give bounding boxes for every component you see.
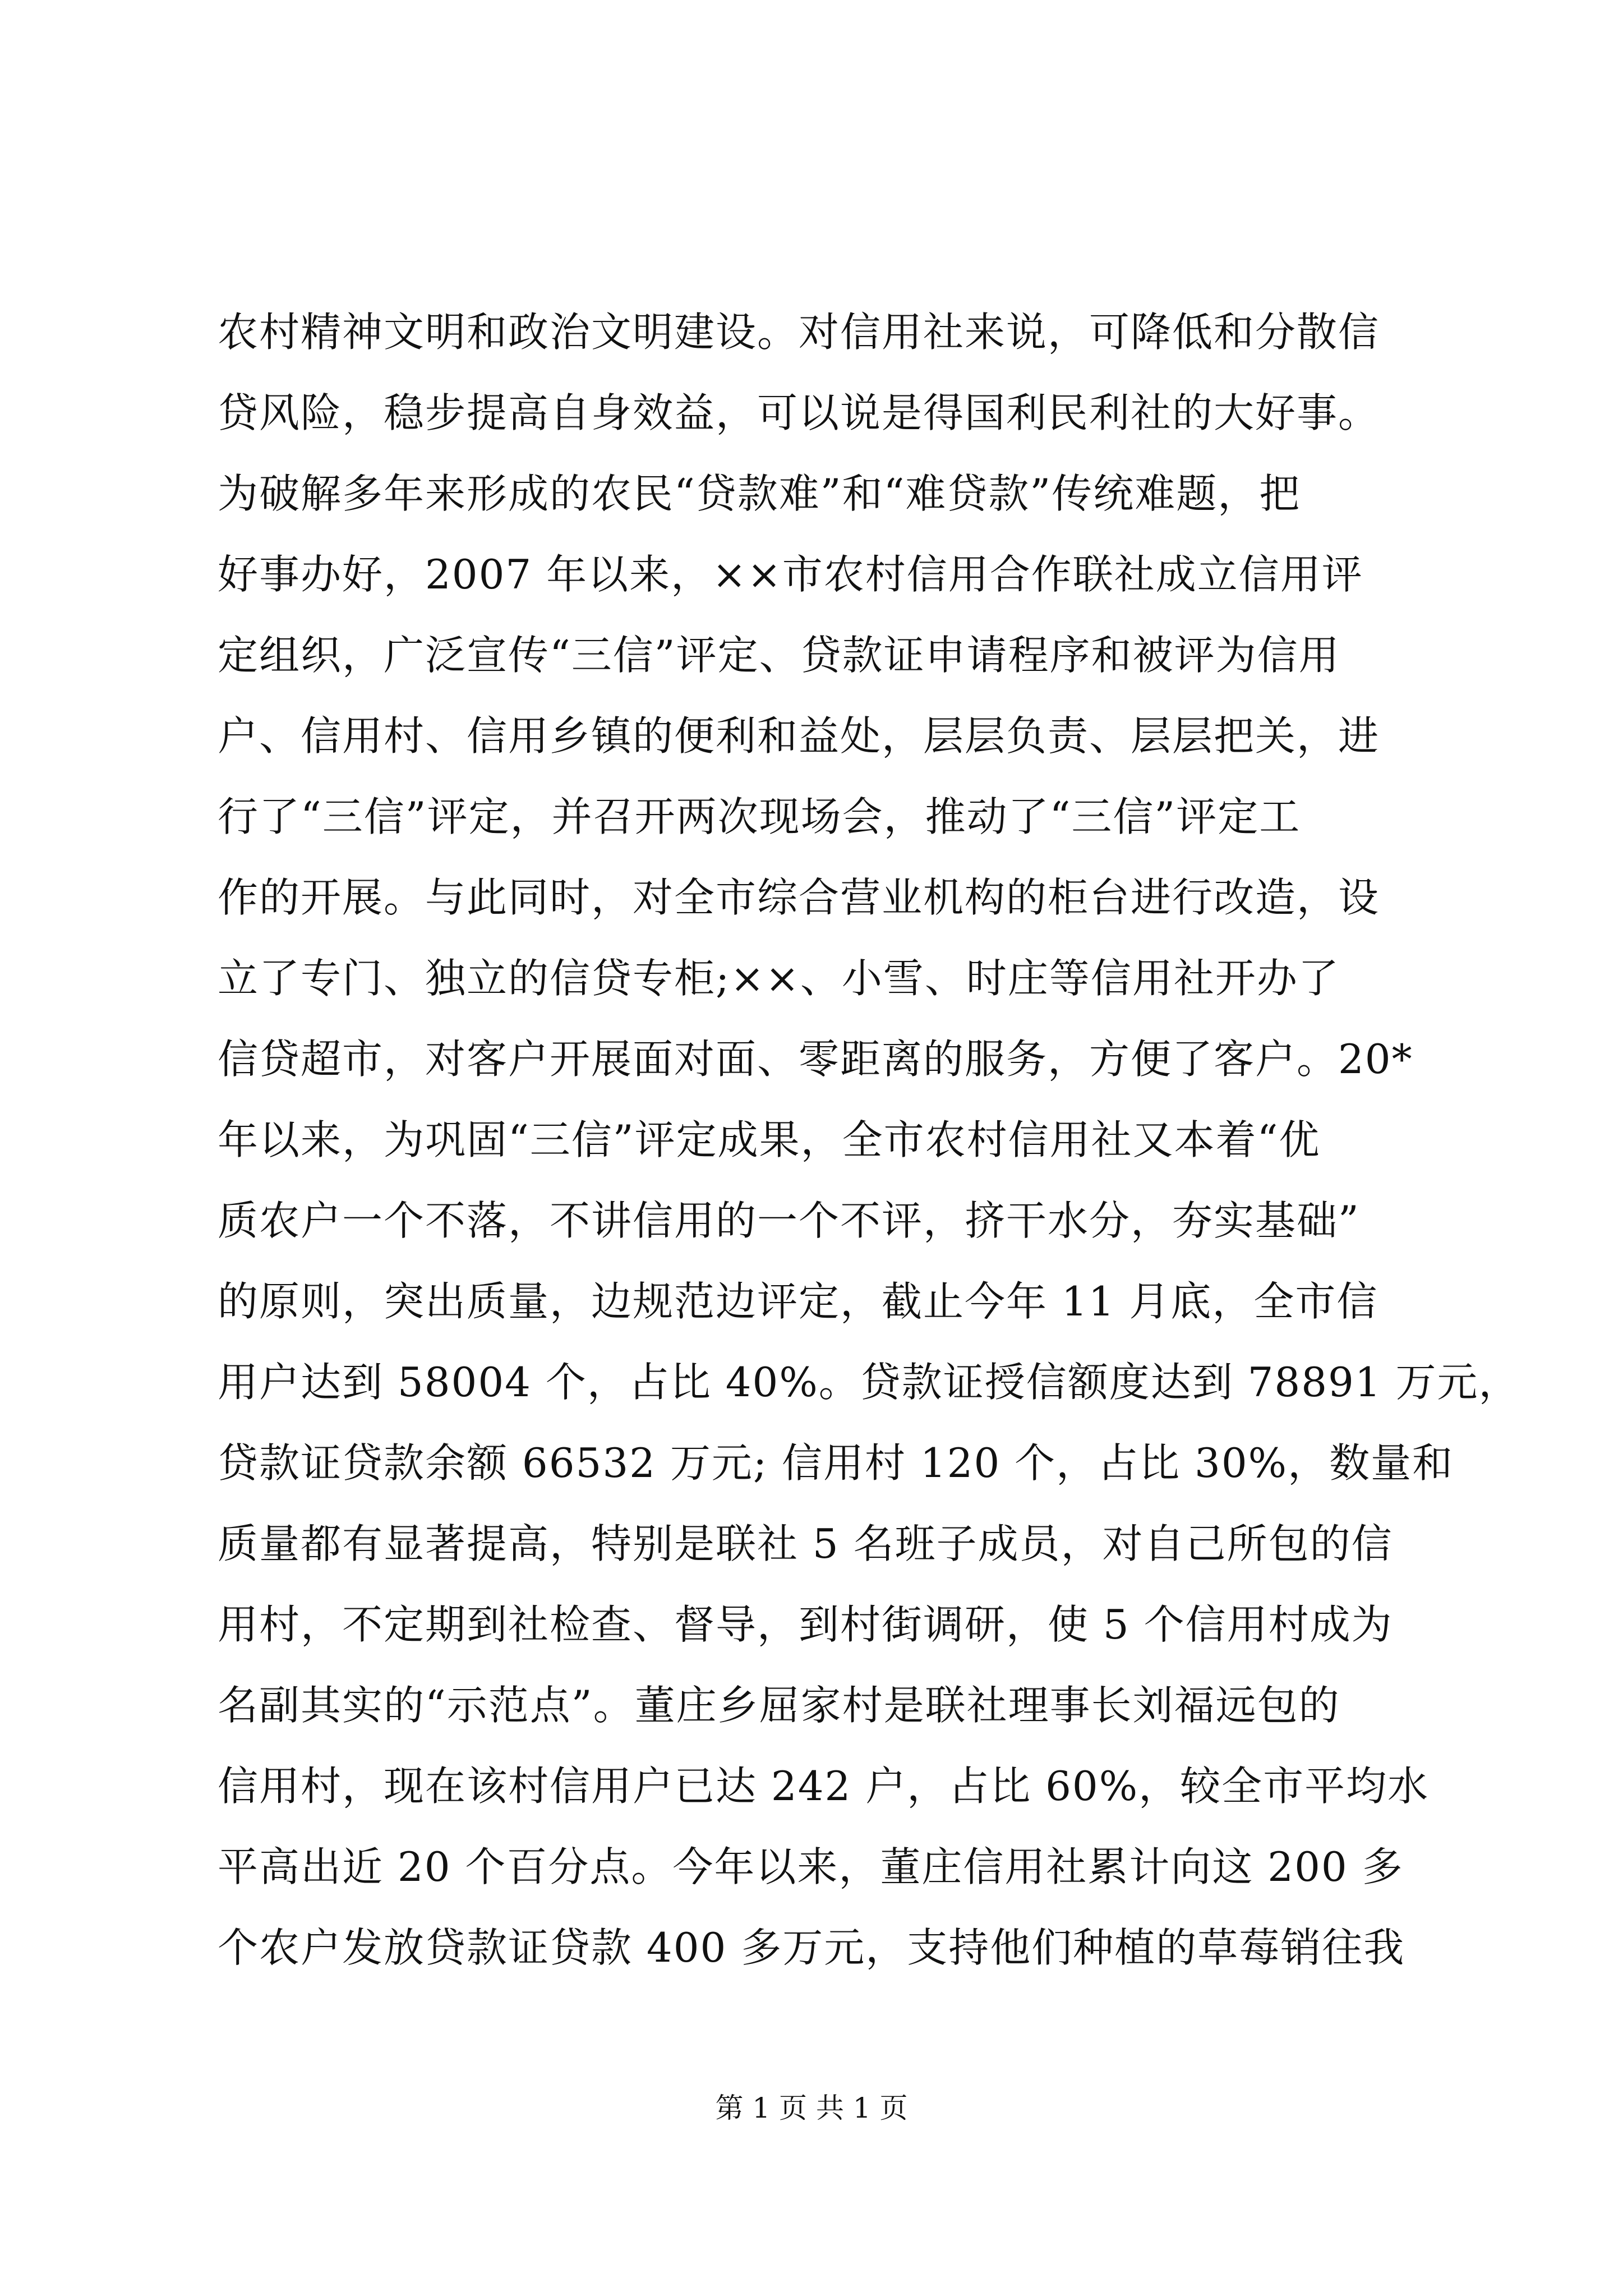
text-line: 质农户一个不落，不讲信用的一个不评，挤干水分，夯实基础”	[218, 1197, 1360, 1244]
document-body	[218, 292, 1520, 1988]
text-line: 定组织，广泛宣传“三信”评定、贷款证申请程序和被评为信用	[218, 632, 1340, 679]
text-line: 个农户发放贷款证贷款 400 多万元，支持他们种植的草莓销往我	[218, 1924, 1405, 1971]
text-line: 的原则，突出质量，边规范边评定，截止今年 11 月底，全市信	[218, 1278, 1378, 1325]
text-line: 好事办好，2007 年以来，××市农村信用合作联社成立信用评	[218, 551, 1363, 598]
text-line: 年以来，为巩固“三信”评定成果，全市农村信用社又本着“优	[218, 1116, 1321, 1163]
page-footer	[0, 2091, 1623, 2125]
text-line: 信用村，现在该村信用户已达 242 户，占比 60%，较全市平均水	[218, 1763, 1430, 1810]
text-line: 作的开展。与此同时，对全市综合营业机构的柜台进行改造，设	[218, 874, 1380, 921]
text-line: 用户达到 58004 个，占比 40%。贷款证授信额度达到 78891 万元，	[218, 1359, 1520, 1406]
text-line: 名副其实的“示范点”。董庄乡屈家村是联社理事长刘福远包的	[218, 1682, 1340, 1729]
page-number-label: 第 1 页 共 1 页	[715, 2092, 908, 2124]
text-line: 户、信用村、信用乡镇的便利和益处，层层负责、层层把关，进	[218, 712, 1380, 760]
text-line: 为破解多年来形成的农民“贷款难”和“难贷款”传统难题，把	[218, 470, 1301, 517]
text-line: 立了专门、独立的信贷专柜;××、小雪、时庄等信用社开办了	[218, 955, 1340, 1002]
text-line: 行了“三信”评定，并召开两次现场会，推动了“三信”评定工	[218, 793, 1301, 840]
text-line: 贷风险，稳步提高自身效益，可以说是得国利民利社的大好事。	[218, 389, 1380, 436]
text-line: 贷款证贷款余额 66532 万元; 信用村 120 个，占比 30%，数量和	[218, 1439, 1454, 1487]
text-line: 平高出近 20 个百分点。今年以来，董庄信用社累计向这 200 多	[218, 1843, 1404, 1890]
text-line: 用村，不定期到社检查、督导，到村街调研，使 5 个信用村成为	[218, 1601, 1393, 1648]
text-line: 质量都有显著提高，特别是联社 5 名班子成员，对自己所包的信	[218, 1520, 1393, 1567]
text-line: 信贷超市，对客户开展面对面、零距离的服务，方便了客户。20*	[218, 1036, 1413, 1083]
text-line: 农村精神文明和政治文明建设。对信用社来说，可降低和分散信	[218, 309, 1380, 356]
